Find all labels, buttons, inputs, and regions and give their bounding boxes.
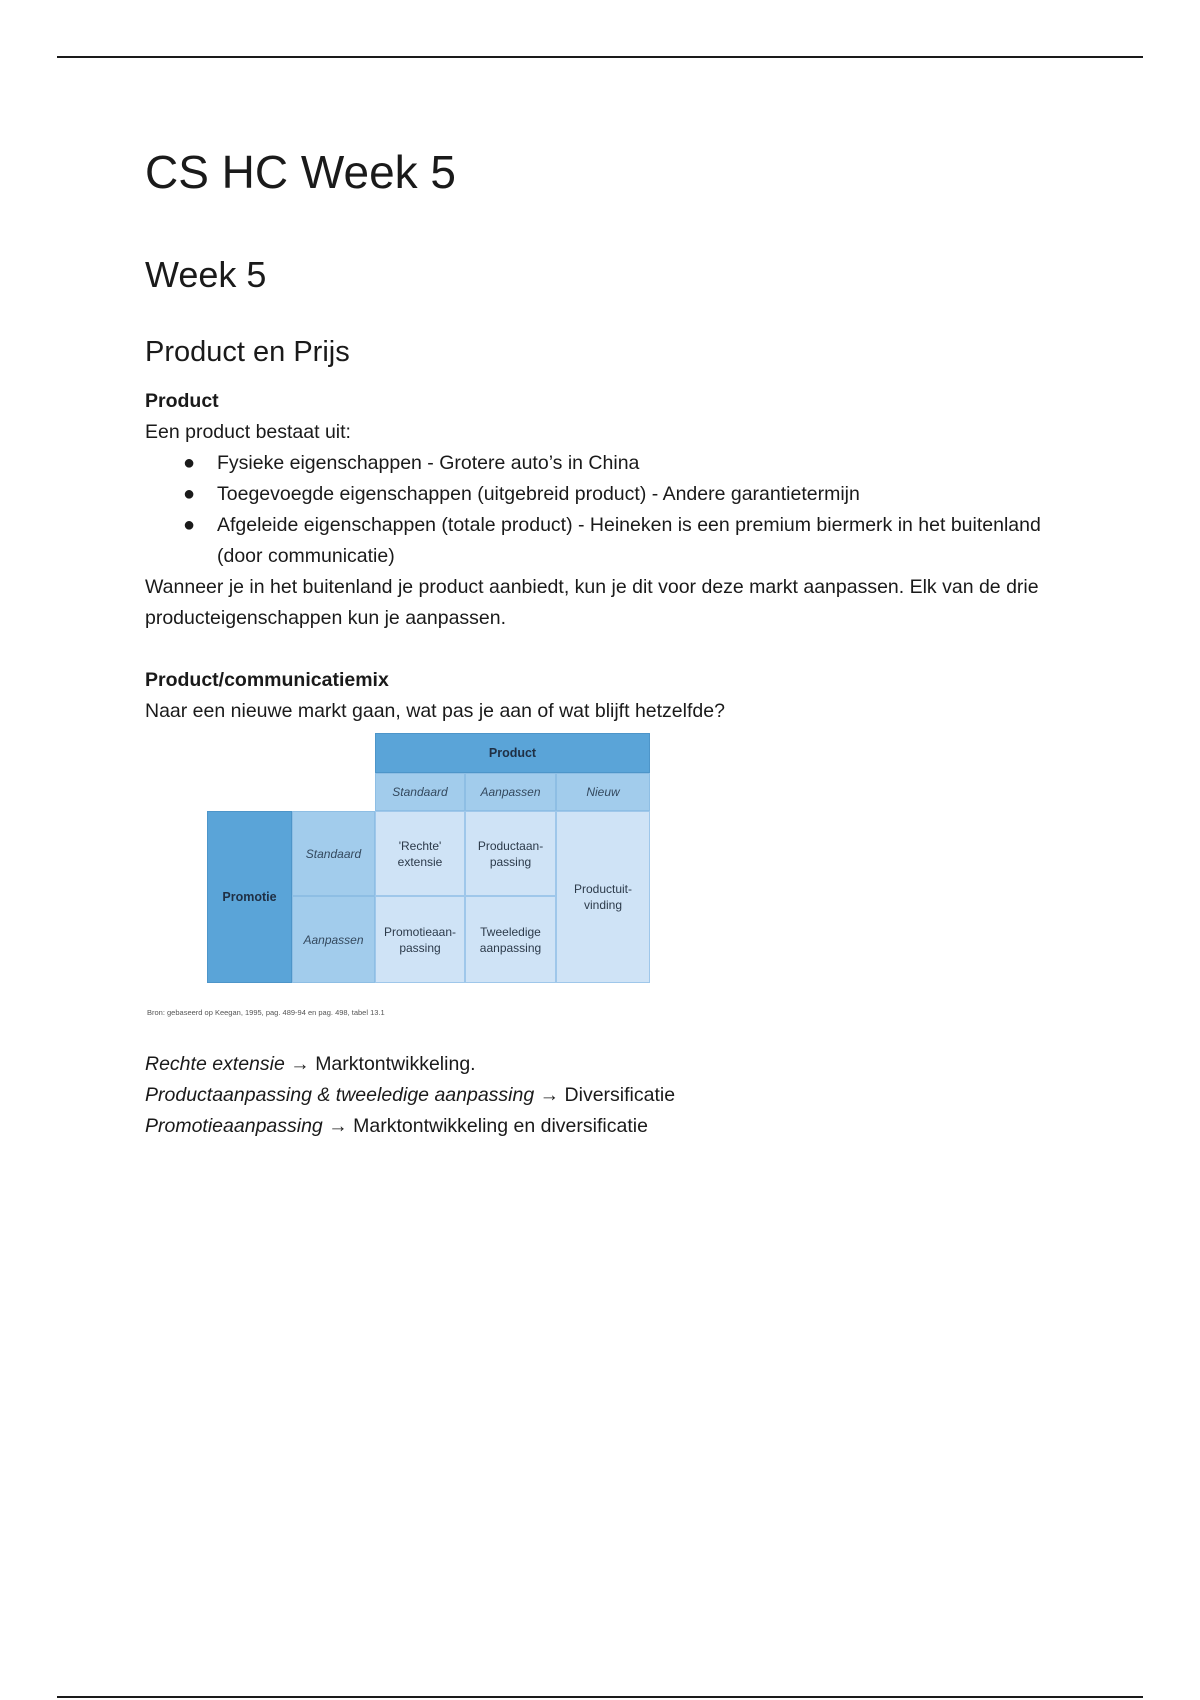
bottom-rule <box>57 1696 1143 1698</box>
matrix-cell-productaanpassing <box>465 811 556 896</box>
cell-text: Promotieaan- <box>383 924 457 939</box>
conclusion-line <box>145 1080 1095 1111</box>
top-rule <box>57 56 1143 58</box>
diagram-source-caption: Bron: gebaseerd op Keegan, 1995, pag. 489-94 en pag. 498, tabel 13.1 <box>147 1008 385 1017</box>
cell-text: passing <box>489 854 532 869</box>
product-heading: Product <box>145 390 219 412</box>
matrix-cell-rechte-extensie <box>375 811 465 896</box>
cell-text: Productuit- <box>573 882 633 896</box>
bullet-text: Afgeleide eigenschappen (totale product) - Heineken is een premium biermerk in het buitenland <box>217 514 1041 536</box>
mix-section <box>145 665 1095 727</box>
conclusion-term: Promotieaanpassing <box>145 1115 323 1137</box>
product-paragraph-line: producteigenschappen kun je aanpassen. <box>145 607 507 629</box>
arrow-icon: → <box>284 1053 316 1075</box>
cell-text: passing <box>399 940 441 955</box>
matrix-cell-tweeledige-aanpassing <box>465 896 556 983</box>
product-bullet-list <box>145 448 1095 572</box>
conclusions-list <box>145 1049 1095 1142</box>
cell-text: Tweeledige <box>480 924 541 939</box>
week-heading: Week 5 <box>145 254 267 295</box>
cell-text: vinding <box>583 898 623 912</box>
matrix-product-header: Product <box>375 733 650 773</box>
section-heading: Product en Prijs <box>145 336 350 368</box>
cell-text: aanpassing <box>479 940 542 955</box>
matrix-cell-promotieaanpassing <box>375 896 465 983</box>
matrix-cell-productuitvinding <box>556 811 650 983</box>
arrow-icon: → <box>534 1084 565 1106</box>
list-item <box>145 448 1095 479</box>
matrix-row-header: Aanpassen <box>292 896 375 983</box>
matrix-column-header: Nieuw <box>556 773 650 811</box>
cell-text: Productaan- <box>477 838 544 853</box>
bullet-text: Fysieke eigenschappen - Grotere auto’s in China <box>217 452 640 474</box>
conclusion-result: Diversificatie <box>564 1084 676 1106</box>
bullet-icon: ● <box>183 483 196 505</box>
list-item <box>145 510 1095 572</box>
bullet-text: Toegevoegde eigenschappen (uitgebreid product) - Andere garantietermijn <box>217 483 860 505</box>
product-intro: Een product bestaat uit: <box>145 421 351 443</box>
bullet-text-continued: (door communicatie) <box>217 545 395 567</box>
conclusion-result: Marktontwikkeling en diversificatie <box>353 1115 648 1137</box>
conclusion-line <box>145 1111 1095 1142</box>
conclusion-line <box>145 1049 1095 1080</box>
cell-text: 'Rechte' <box>398 838 442 853</box>
conclusion-term: Rechte extensie <box>145 1053 285 1075</box>
mix-heading: Product/communicatiemix <box>145 669 389 691</box>
conclusion-result: Marktontwikkeling. <box>315 1053 476 1075</box>
document-title: CS HC Week 5 <box>145 146 457 198</box>
product-communication-matrix <box>207 733 650 983</box>
matrix-column-header: Standaard <box>375 773 465 811</box>
product-section <box>145 386 1095 634</box>
matrix-promotie-header: Promotie <box>207 811 292 983</box>
product-paragraph-line: Wanneer je in het buitenland je product aanbiedt, kun je dit voor deze markt aanpassen. Elk van de drie <box>145 576 1039 598</box>
arrow-icon: → <box>322 1115 354 1137</box>
matrix-row-header: Standaard <box>292 811 375 896</box>
bullet-icon: ● <box>183 452 196 474</box>
list-item <box>145 479 1095 510</box>
cell-text: extensie <box>397 854 443 869</box>
bullet-icon: ● <box>183 514 196 536</box>
conclusion-term: Productaanpassing & tweeledige aanpassing <box>145 1084 535 1106</box>
mix-question: Naar een nieuwe markt gaan, wat pas je aan of wat blijft hetzelfde? <box>145 700 725 722</box>
matrix-column-header: Aanpassen <box>465 773 556 811</box>
